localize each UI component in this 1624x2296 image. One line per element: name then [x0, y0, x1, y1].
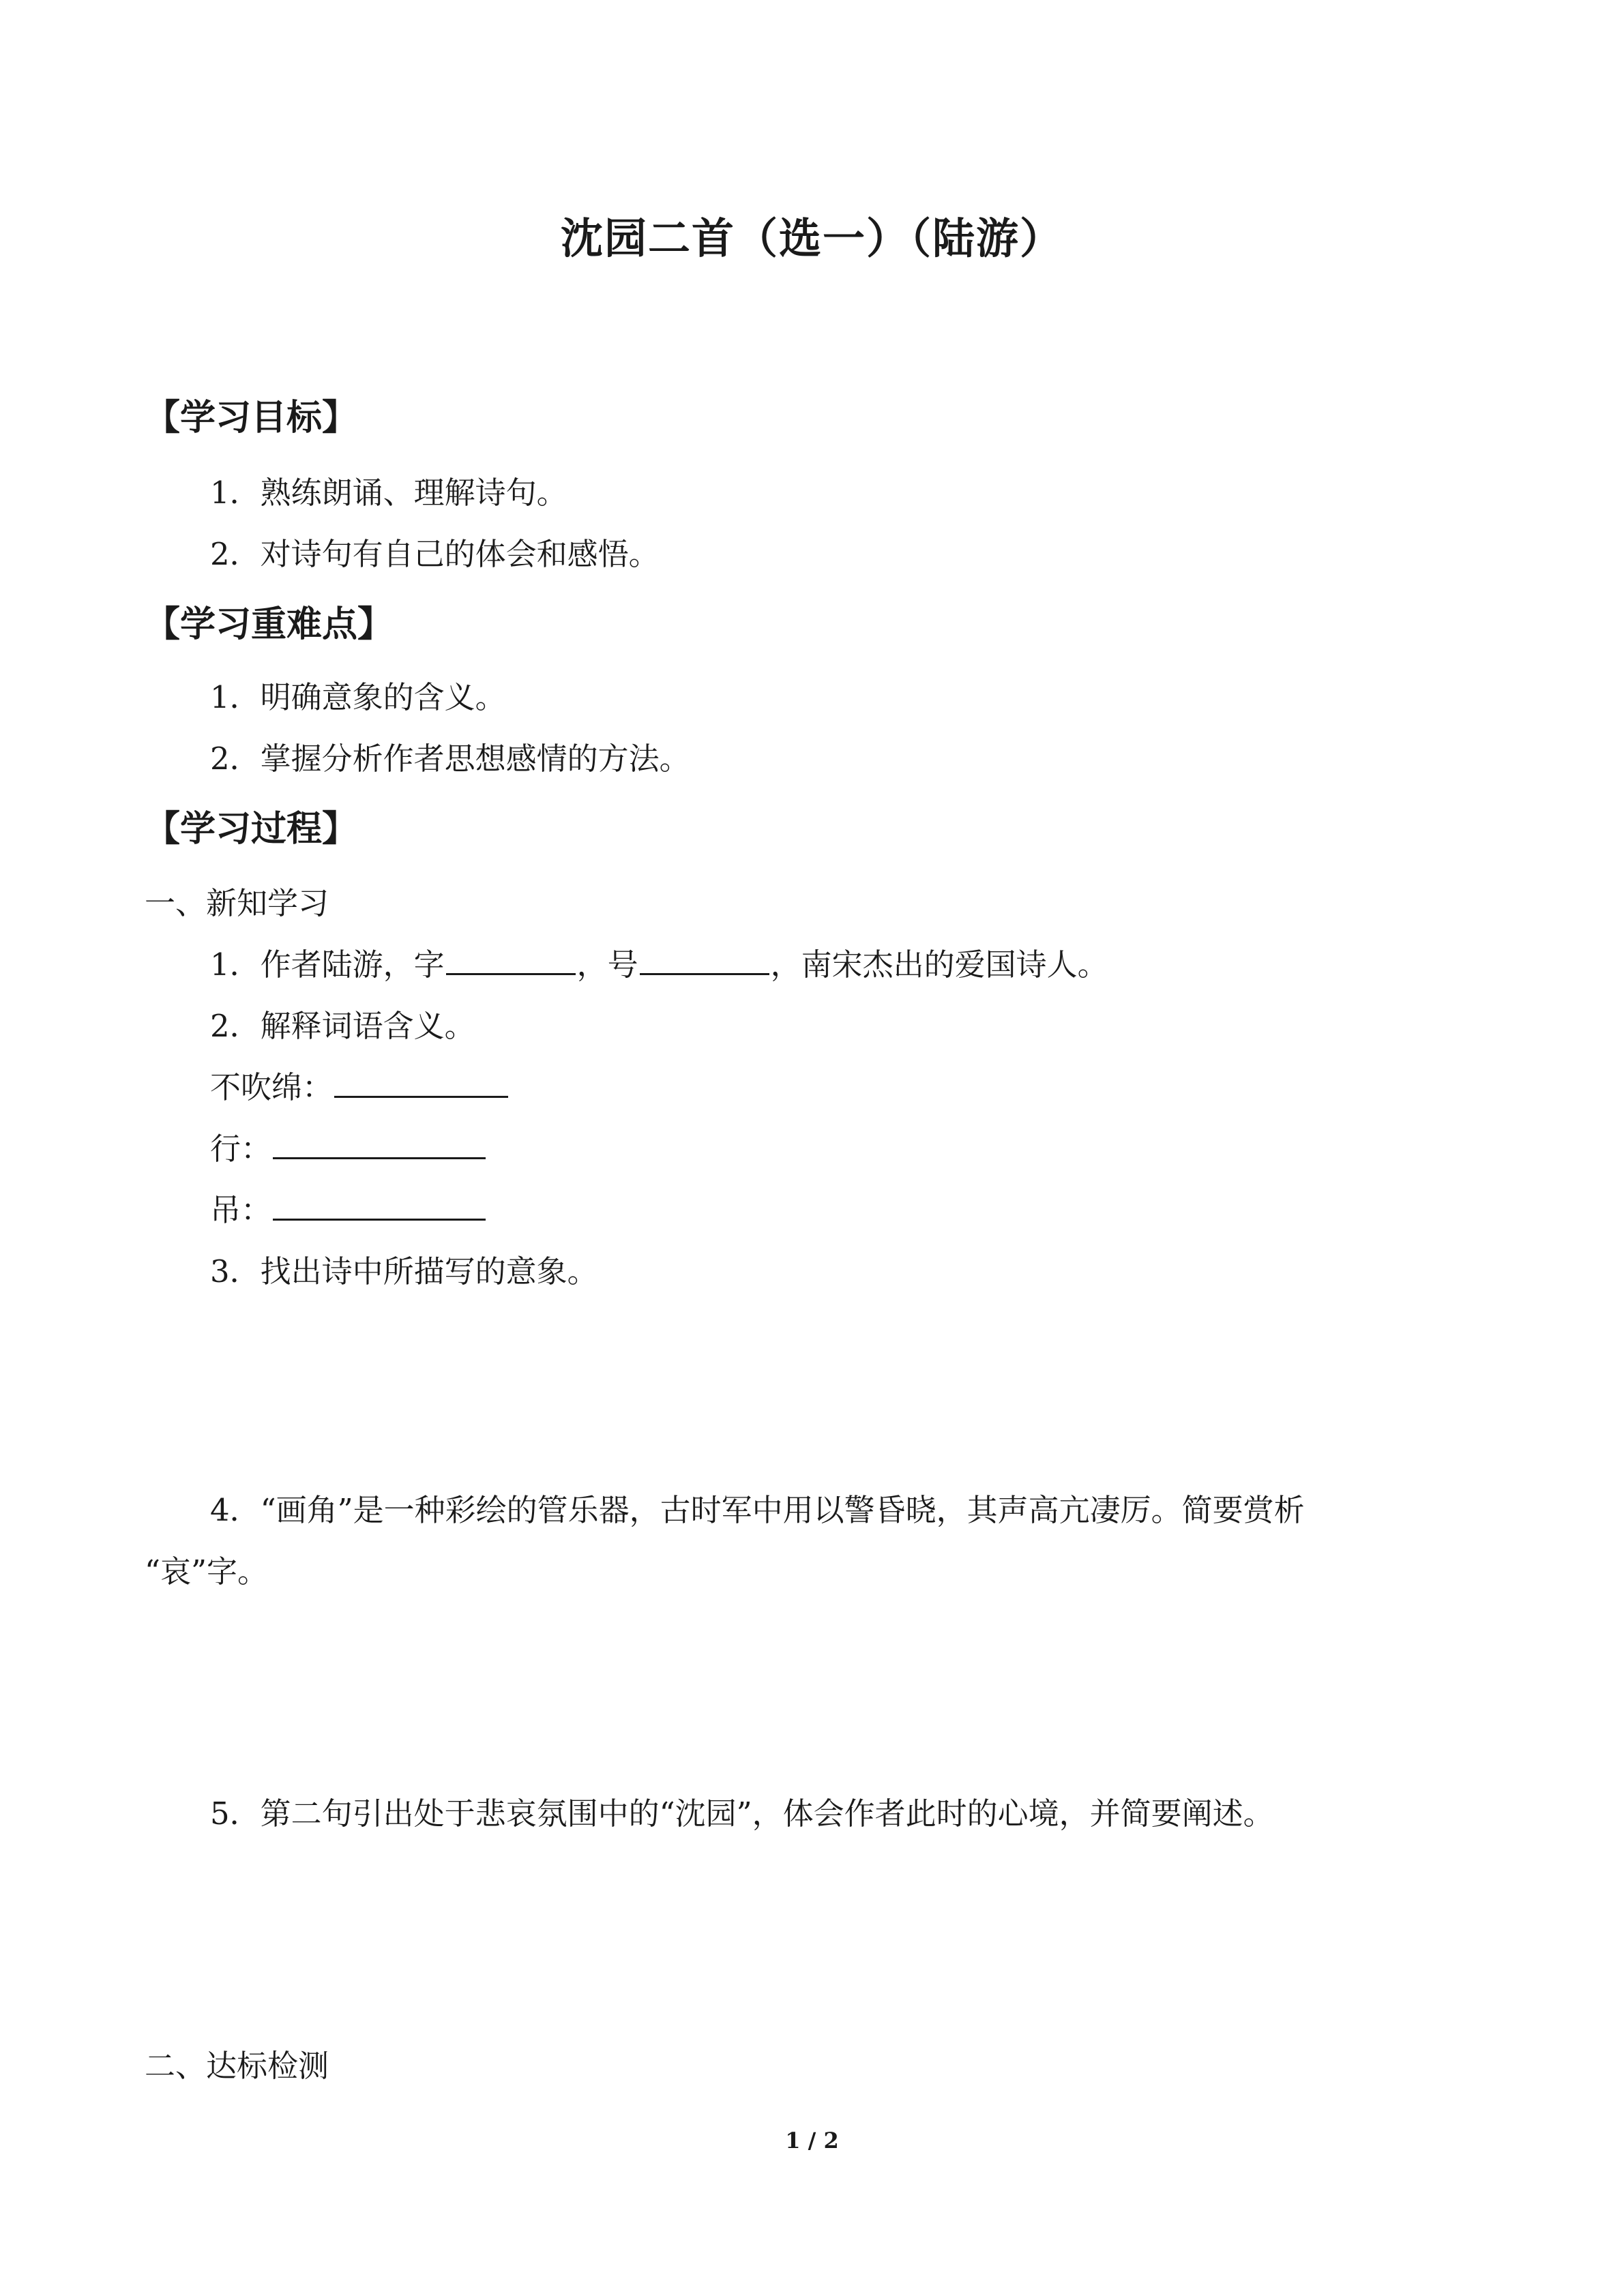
- key-point-item-1: 1．明确意象的含义。: [210, 679, 506, 715]
- goal-item-1: 1．熟练朗诵、理解诗句。: [210, 475, 567, 511]
- courtesy-name-blank[interactable]: [446, 946, 576, 975]
- term-row-2: [210, 1129, 487, 1169]
- part2-title: 二、达标检测: [145, 2048, 329, 2084]
- term-row-3: [210, 1190, 487, 1231]
- term-label-1: 不吹绵：: [210, 1069, 334, 1105]
- term-answer-blank-1[interactable]: [334, 1069, 508, 1098]
- question-4-line-1: 4．“画角”是一种彩绘的管乐器，古时军中用以警昏晓，其声高亢凄厉。简要赏析: [210, 1492, 1305, 1528]
- question-4-line-2: “哀”字。: [145, 1553, 269, 1590]
- page-title: 沈园二首（选一）（陆游）: [560, 213, 1063, 263]
- question-2: 2．解释词语含义。: [210, 1008, 475, 1044]
- goal-item-2: 2．对诗句有自己的体会和感悟。: [210, 536, 660, 572]
- pseudonym-blank[interactable]: [640, 946, 769, 975]
- question-1-suffix: ，南宋杰出的爱国诗人。: [770, 946, 1108, 983]
- term-answer-blank-2[interactable]: [273, 1130, 486, 1159]
- question-1: [210, 944, 1108, 985]
- question-5: 5．第二句引出处于悲哀氛围中的“沈园”，体会作者此时的心境，并简要阐述。: [210, 1795, 1274, 1832]
- term-label-3: 吊：: [210, 1192, 272, 1228]
- question-1-middle: ，号: [576, 946, 638, 983]
- question-1-prefix: 1．作者陆游，字: [210, 946, 445, 983]
- term-row-1: [210, 1067, 510, 1108]
- section-heading-process: 【学习过程】: [145, 808, 358, 850]
- question-3: 3．找出诗中所描写的意象。: [210, 1253, 598, 1289]
- section-heading-goals: 【学习目标】: [145, 397, 358, 438]
- part1-title: 一、新知学习: [145, 885, 329, 921]
- key-point-item-2: 2．掌握分析作者思想感情的方法。: [210, 741, 690, 777]
- section-heading-key-points: 【学习重难点】: [145, 603, 394, 645]
- term-answer-blank-3[interactable]: [273, 1191, 486, 1221]
- page-indicator: 1 / 2: [785, 2128, 839, 2153]
- term-label-2: 行：: [210, 1131, 272, 1167]
